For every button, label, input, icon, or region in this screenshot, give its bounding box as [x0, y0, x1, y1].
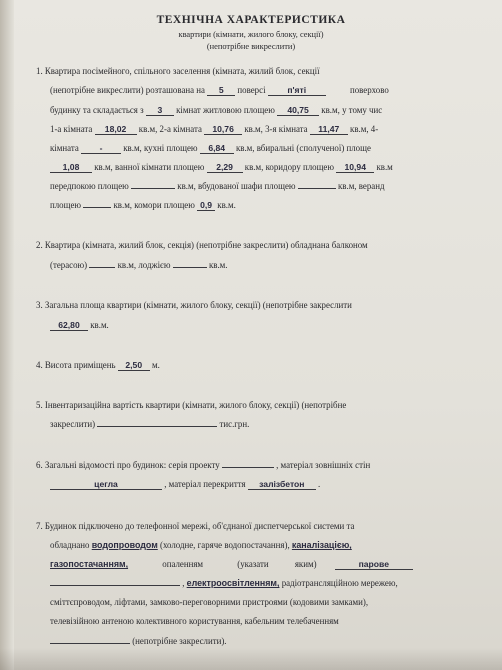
floor-field: 5: [207, 85, 235, 96]
s3-line1: 3. Загальна площа квартири (кімнати, жилого блоку, секції) (непотрібне закреслити: [36, 300, 352, 310]
s7-text: опаленням: [162, 559, 204, 569]
bath-field: 2,29: [207, 162, 243, 173]
s1-text: кв.м, комори площею: [113, 200, 195, 210]
rooms-field: 3: [146, 105, 174, 116]
s7-line5: сміттєпроводом, ліфтами, замково-переговорними пристроями (кодовими замками),: [50, 597, 369, 607]
s1-line6: [50, 162, 393, 173]
s7-line4: [50, 578, 398, 589]
wc-field: 1,08: [50, 162, 92, 173]
water-supply-marked: водопроводом: [91, 540, 158, 550]
floor-word-field: п'яті: [268, 85, 326, 96]
room2-field: 10,76: [204, 124, 242, 135]
s1-line2: [50, 85, 389, 96]
s7-text: яким): [294, 559, 317, 569]
s3-line2: [50, 320, 109, 331]
s7-line7: [50, 636, 227, 647]
series-field: [222, 467, 274, 468]
walls-field: цегла: [50, 479, 162, 490]
s1-text: кв.м, веранд: [337, 181, 385, 191]
s2-text: (терасою): [50, 260, 88, 270]
room3-field: 11,47: [310, 124, 348, 135]
s7-line3: [50, 559, 413, 570]
s2-text: кв.м, лоджією: [117, 260, 171, 270]
s5-line2: [50, 419, 249, 430]
room4-field: -: [81, 143, 121, 154]
s7-text: (непотрібне закреслити).: [132, 636, 227, 646]
storage-field: 0,9: [197, 200, 215, 211]
s5-line1: 5. Інвентаризаційна вартість квартири (кімнати, жилого блоку, секції) (непотрібне: [36, 400, 347, 410]
s1-line5: [50, 143, 371, 154]
s6-text: , матеріал перекриття: [164, 479, 246, 489]
s1-text: площею: [50, 200, 82, 210]
document-subtitle-note: (непотрібне викреслити): [206, 42, 296, 51]
s1-text: кімнат житловою площею: [176, 105, 275, 115]
s1-text: кв.м, 3-я кімната: [244, 124, 308, 134]
s1-text: кв.м, у тому чис: [321, 105, 383, 115]
s7-text: (указати: [237, 559, 269, 569]
s1-text: кв.м, кухні площею: [123, 143, 198, 153]
s2-line2: [50, 260, 228, 271]
s1-text: кв.м, 4-: [350, 124, 379, 134]
s2-line1: 2. Квартира (кімната, жилий блок, секція) (непотрібне закреслити) обладнана балконом: [36, 240, 368, 250]
balcony-field: [89, 267, 115, 268]
page-shadow-bottom: [0, 648, 502, 670]
document-subtitle: квартири (кімнати, жилого блоку, секції): [178, 30, 324, 39]
s6-text: 6. Загальні відомості про будинок: серія проекту: [36, 460, 220, 470]
kitchen-field: 6,84: [200, 143, 234, 154]
s2-text: кв.м.: [208, 260, 228, 270]
loggia-field: [173, 267, 207, 268]
s1-text: кв.м, 2-а кімната: [138, 124, 202, 134]
room1-field: 18,02: [95, 124, 137, 135]
s1-text: кв.м, вбудованої шафи площею: [177, 181, 296, 191]
s1-text: поверхово: [349, 85, 389, 95]
document-title: ТЕХНІЧНА ХАРАКТЕРИСТИКА: [156, 14, 346, 26]
s6-line2: [50, 479, 320, 490]
s6-text: , матеріал зовнішніх стін: [276, 460, 371, 470]
s7-text: обладнано: [50, 540, 90, 550]
s7-line2: [50, 540, 352, 551]
power-marked: електроосвітленням,: [186, 578, 280, 588]
corridor-field: 10,94: [336, 162, 374, 173]
height-field: 2,50: [118, 360, 150, 371]
ceiling-field: залізбетон: [248, 479, 316, 490]
s1-text: (непотрібне викреслити) розташована на: [50, 85, 205, 95]
living-area-field: 40,75: [277, 105, 319, 116]
s1-text: передпокою площею: [50, 181, 129, 191]
s1-text: будинку та складається з: [50, 105, 144, 115]
page-shadow-left: [0, 0, 14, 670]
s4-text: 4. Висота приміщень: [36, 360, 116, 370]
total-area-field: 62,80: [50, 320, 88, 331]
s6-line1: [36, 460, 370, 471]
s1-line4: [50, 124, 378, 135]
s1-line8: [50, 200, 236, 211]
s6-text: .: [318, 479, 321, 489]
veranda-field: [83, 207, 111, 208]
s7-line1: 7. Будинок підключено до телефонної мережі, об'єднаної диспетчерської системи та: [36, 521, 355, 531]
s1-text: кв.м.: [217, 200, 236, 210]
s1-text: кв.м, вбиральні (сполученої) площе: [235, 143, 371, 153]
s7-text: ,: [182, 578, 185, 588]
gas-marked: газопостачанням,: [50, 559, 129, 569]
value-field: [97, 426, 217, 427]
s1-text: поверсі: [237, 85, 266, 95]
s7-text: (холодне, гаряче водопостачання),: [159, 540, 290, 550]
heating-field: парове: [335, 559, 413, 570]
s7-text: радіотрансляційною мережею,: [281, 578, 398, 588]
s1-text: 1-а кімната: [50, 124, 93, 134]
s5-text: тис.грн.: [219, 419, 250, 429]
s4-text: м.: [151, 360, 160, 370]
other-field: [50, 643, 130, 644]
s1-text: кімната: [50, 143, 79, 153]
s1-text: кв.м: [376, 162, 393, 172]
heating-extra-field: [50, 585, 180, 586]
s4-line1: [36, 360, 160, 371]
s5-text: закреслити): [50, 419, 96, 429]
closet-field: [298, 188, 336, 189]
s3-text: кв.м.: [90, 320, 109, 330]
hall-field: [131, 188, 175, 189]
s1-line3: [50, 105, 382, 116]
s1-text: кв.м, ванної кімнати площею: [94, 162, 205, 172]
s1-line1: 1. Квартира посімейного, спільного заселення (кімната, жилий блок, секції: [36, 66, 320, 76]
s1-line7: [50, 181, 384, 192]
s7-line6: телевізійною антеною колективного користування, кабельним телебаченням: [50, 616, 339, 626]
sewer-marked: каналізацією,: [291, 540, 352, 550]
s1-text: кв.м, коридору площею: [244, 162, 335, 172]
